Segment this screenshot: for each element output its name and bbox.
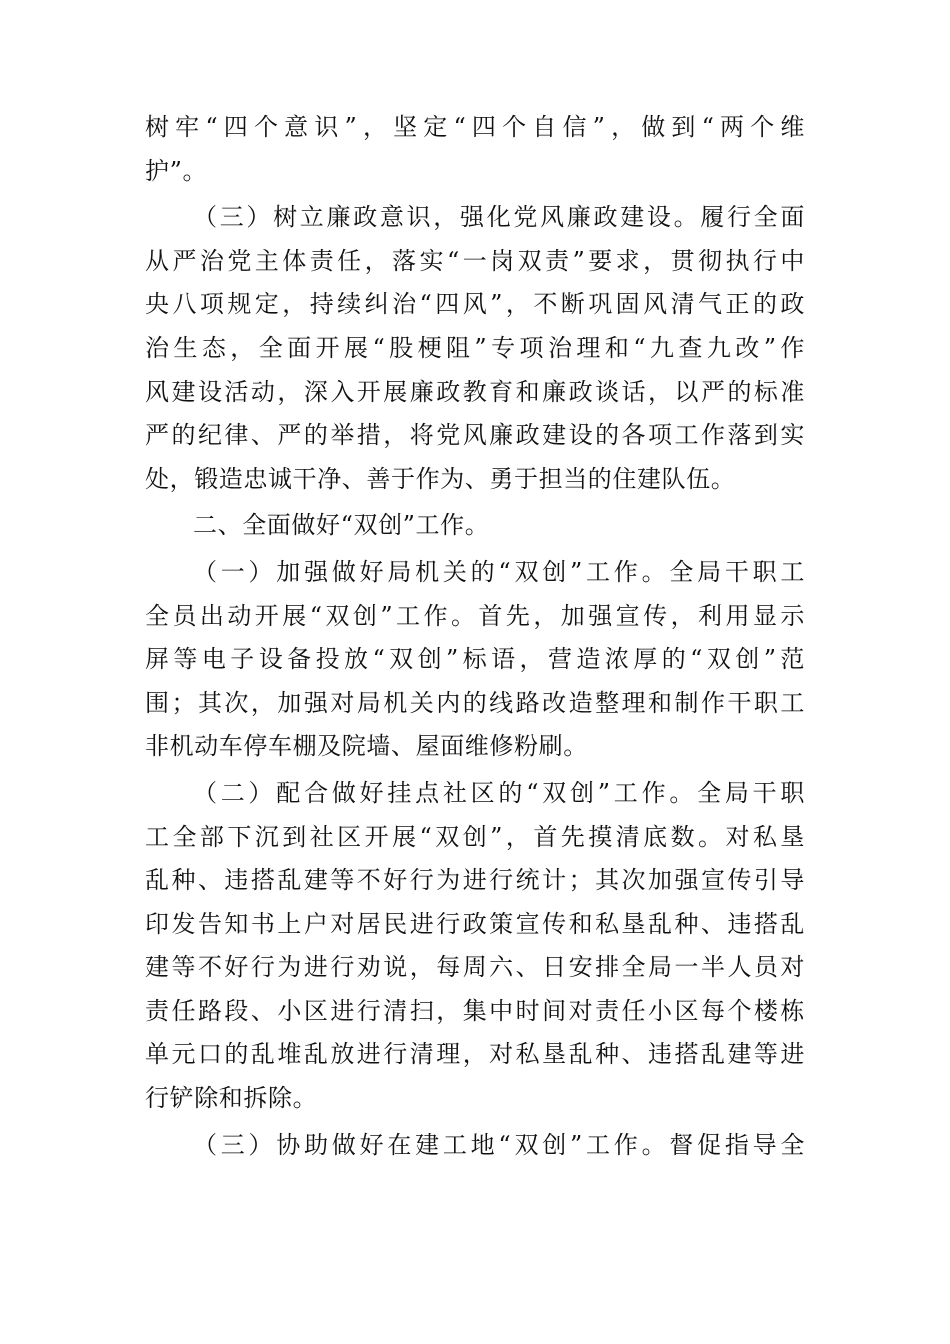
text-line: 建等不好行为进行劝说，每周六、日安排全局一半人员对 bbox=[145, 953, 805, 982]
paragraph-integrity-awareness bbox=[145, 196, 805, 501]
text-line: 工全部下沉到社区开展“双创”，首先摸清底数。对私垦 bbox=[145, 822, 805, 851]
section-heading: 二、全面做好“双创”工作。 bbox=[193, 511, 490, 540]
text-line: 行铲除和拆除。 bbox=[145, 1084, 318, 1113]
text-line: 责任路段、小区进行清扫，集中时间对责任小区每个楼栋 bbox=[145, 996, 805, 1025]
text-line: （二）配合做好挂点社区的“双创”工作。全局干职 bbox=[193, 778, 805, 807]
text-line: （一）加强做好局机关的“双创”工作。全局干职工 bbox=[193, 557, 805, 586]
section-heading-shuangchuang bbox=[145, 504, 805, 548]
text-line: （三）协助做好在建工地“双创”工作。督促指导全 bbox=[193, 1130, 805, 1159]
text-line: 屏等电子设备投放“双创”标语，营造浓厚的“双创”范 bbox=[145, 645, 805, 674]
text-line: 全员出动开展“双创”工作。首先，加强宣传，利用显示 bbox=[145, 601, 805, 630]
text-line: 围；其次，加强对局机关内的线路改造整理和制作干职工 bbox=[145, 688, 805, 717]
text-line: 央八项规定，持续纠治“四风”，不断巩固风清气正的政 bbox=[145, 290, 805, 319]
paragraph-continuation bbox=[145, 106, 805, 193]
text-line: 治生态，全面开展“股梗阻”专项治理和“九查九改”作 bbox=[145, 333, 805, 362]
text-line: 护”。 bbox=[145, 156, 208, 185]
document-body bbox=[145, 106, 805, 1167]
text-line: 印发告知书上户对居民进行政策宣传和私垦乱种、违搭乱 bbox=[145, 909, 805, 938]
paragraph-bureau-shuangchuang bbox=[145, 551, 805, 769]
text-line: 单元口的乱堆乱放进行清理，对私垦乱种、违搭乱建等进 bbox=[145, 1040, 805, 1069]
text-line: 处，锻造忠诚干净、善于作为、勇于担当的住建队伍。 bbox=[145, 464, 736, 493]
text-line: （三）树立廉政意识，强化党风廉政建设。履行全面 bbox=[193, 203, 805, 232]
text-line: 从严治党主体责任，落实“一岗双责”要求，贯彻执行中 bbox=[145, 246, 805, 275]
text-line: 严的纪律、严的举措，将党风廉政建设的各项工作落到实 bbox=[145, 421, 805, 450]
text-line: 树牢“四个意识”，坚定“四个自信”，做到“两个维 bbox=[145, 113, 805, 141]
text-line: 非机动车停车棚及院墙、屋面维修粉刷。 bbox=[145, 732, 588, 761]
paragraph-construction-site-shuangchuang bbox=[145, 1124, 805, 1168]
paragraph-community-shuangchuang bbox=[145, 772, 805, 1121]
text-line: 风建设活动，深入开展廉政教育和廉政谈话，以严的标准 bbox=[145, 377, 805, 406]
text-line: 乱种、违搭乱建等不好行为进行统计；其次加强宣传引导 bbox=[145, 866, 805, 895]
